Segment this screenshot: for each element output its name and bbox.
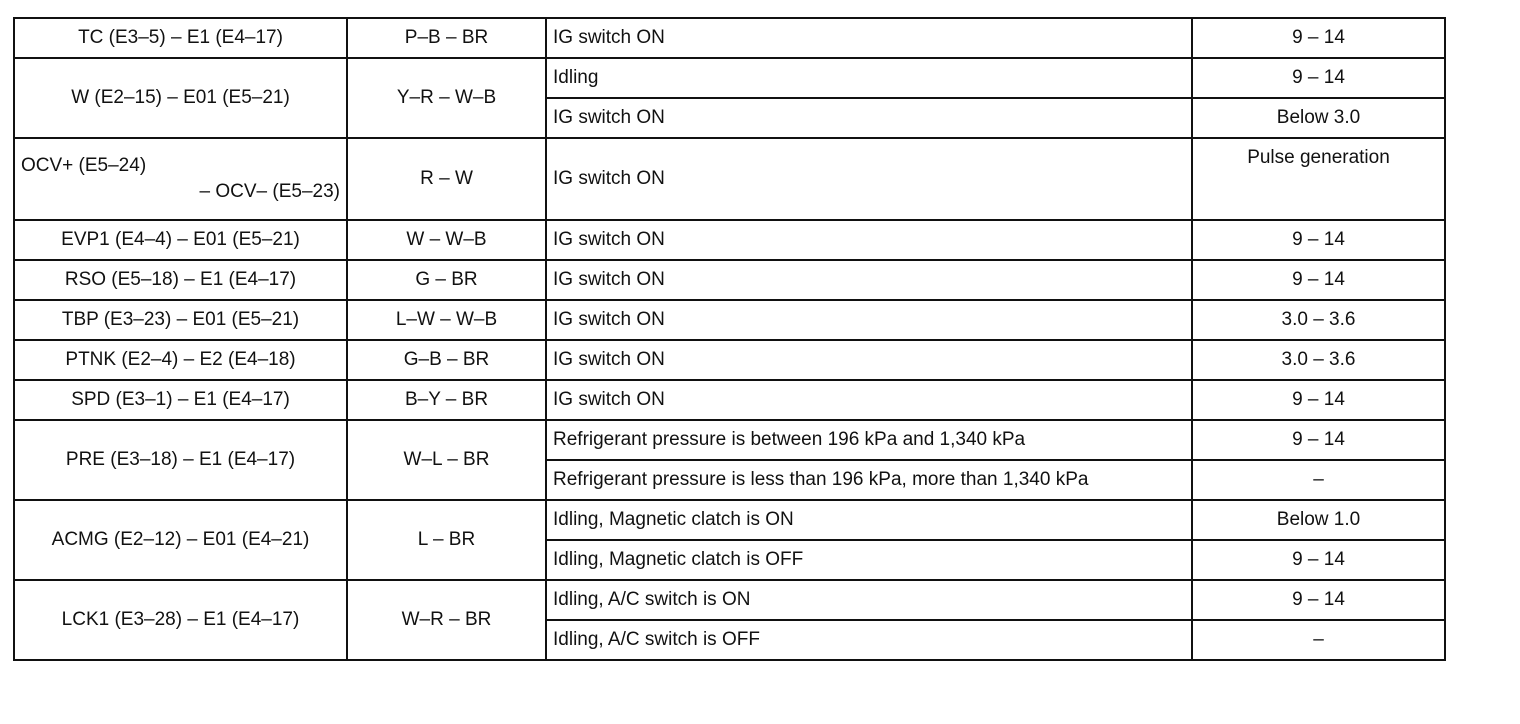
spec-value-cell: 9 – 14 bbox=[1192, 220, 1445, 260]
terminal-voltage-table bbox=[13, 17, 1446, 661]
terminal-cell: W (E2–15) – E01 (E5–21) bbox=[14, 58, 347, 138]
wiring-color-cell: G–B – BR bbox=[347, 340, 546, 380]
wiring-color-cell: W–L – BR bbox=[347, 420, 546, 500]
terminal-cell: RSO (E5–18) – E1 (E4–17) bbox=[14, 260, 347, 300]
terminal-cell: PTNK (E2–4) – E2 (E4–18) bbox=[14, 340, 347, 380]
condition-cell: IG switch ON bbox=[546, 260, 1192, 300]
spec-value-cell: 9 – 14 bbox=[1192, 420, 1445, 460]
spec-value-cell: 9 – 14 bbox=[1192, 380, 1445, 420]
terminal-line-1: OCV+ (E5–24) bbox=[21, 155, 147, 176]
terminal-cell: PRE (E3–18) – E1 (E4–17) bbox=[14, 420, 347, 500]
table-row bbox=[14, 380, 1445, 420]
condition-cell: IG switch ON bbox=[546, 138, 1192, 220]
condition-cell: IG switch ON bbox=[546, 380, 1192, 420]
table-row bbox=[14, 260, 1445, 300]
terminal-cell: EVP1 (E4–4) – E01 (E5–21) bbox=[14, 220, 347, 260]
table-row bbox=[14, 58, 1445, 98]
spec-value-cell: Below 1.0 bbox=[1192, 500, 1445, 540]
wiring-color-cell: L–W – W–B bbox=[347, 300, 546, 340]
condition-cell: IG switch ON bbox=[546, 18, 1192, 58]
condition-cell: IG switch ON bbox=[546, 300, 1192, 340]
terminal-cell: LCK1 (E3–28) – E1 (E4–17) bbox=[14, 580, 347, 660]
wiring-color-cell: W – W–B bbox=[347, 220, 546, 260]
condition-cell: Idling, A/C switch is OFF bbox=[546, 620, 1192, 660]
spec-value-cell: 9 – 14 bbox=[1192, 540, 1445, 580]
table-row bbox=[14, 220, 1445, 260]
terminal-cell: TC (E3–5) – E1 (E4–17) bbox=[14, 18, 347, 58]
condition-cell: IG switch ON bbox=[546, 340, 1192, 380]
condition-cell: Idling, Magnetic clatch is OFF bbox=[546, 540, 1192, 580]
spec-value-cell: 9 – 14 bbox=[1192, 260, 1445, 300]
wiring-color-cell: B–Y – BR bbox=[347, 380, 546, 420]
table-row bbox=[14, 580, 1445, 620]
condition-cell: Idling, A/C switch is ON bbox=[546, 580, 1192, 620]
table-row bbox=[14, 138, 1445, 220]
table-row bbox=[14, 18, 1445, 58]
table-row bbox=[14, 420, 1445, 460]
table-row bbox=[14, 300, 1445, 340]
wiring-color-cell: G – BR bbox=[347, 260, 546, 300]
wiring-color-cell: R – W bbox=[347, 138, 546, 220]
spec-value-cell: Pulse generation bbox=[1192, 138, 1445, 220]
wiring-color-cell: L – BR bbox=[347, 500, 546, 580]
terminal-cell: TBP (E3–23) – E01 (E5–21) bbox=[14, 300, 347, 340]
terminal-voltage-table-container bbox=[13, 17, 1446, 661]
spec-value-cell: 3.0 – 3.6 bbox=[1192, 300, 1445, 340]
terminal-cell: ACMG (E2–12) – E01 (E4–21) bbox=[14, 500, 347, 580]
spec-value-cell: – bbox=[1192, 460, 1445, 500]
spec-value-cell: 3.0 – 3.6 bbox=[1192, 340, 1445, 380]
wiring-color-cell: Y–R – W–B bbox=[347, 58, 546, 138]
terminal-line-2: – OCV– (E5–23) bbox=[199, 181, 340, 202]
spec-value-cell: – bbox=[1192, 620, 1445, 660]
spec-value-cell: Below 3.0 bbox=[1192, 98, 1445, 138]
terminal-cell bbox=[14, 138, 347, 220]
terminal-cell: SPD (E3–1) – E1 (E4–17) bbox=[14, 380, 347, 420]
wiring-color-cell: P–B – BR bbox=[347, 18, 546, 58]
condition-cell: Refrigerant pressure is between 196 kPa and 1,340 kPa bbox=[546, 420, 1192, 460]
table-row bbox=[14, 340, 1445, 380]
condition-cell: Refrigerant pressure is less than 196 kPa, more than 1,340 kPa bbox=[546, 460, 1192, 500]
wiring-color-cell: W–R – BR bbox=[347, 580, 546, 660]
spec-value-cell: 9 – 14 bbox=[1192, 18, 1445, 58]
condition-cell: Idling bbox=[546, 58, 1192, 98]
condition-cell: IG switch ON bbox=[546, 98, 1192, 138]
condition-cell: IG switch ON bbox=[546, 220, 1192, 260]
table-row bbox=[14, 500, 1445, 540]
spec-value-cell: 9 – 14 bbox=[1192, 58, 1445, 98]
condition-cell: Idling, Magnetic clatch is ON bbox=[546, 500, 1192, 540]
spec-value-cell: 9 – 14 bbox=[1192, 580, 1445, 620]
